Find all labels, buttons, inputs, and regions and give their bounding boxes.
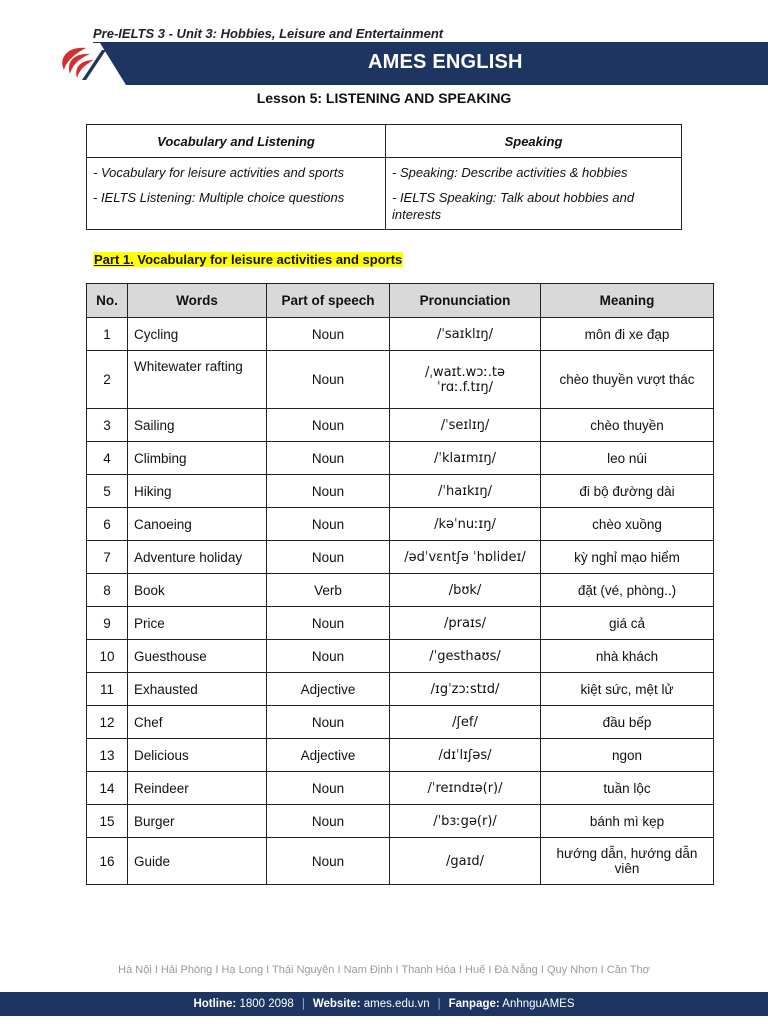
- cell-meaning: kỳ nghỉ mạo hiểm: [541, 541, 714, 574]
- cell-word: Delicious: [128, 739, 267, 772]
- cell-meaning: kiệt sức, mệt lử: [541, 673, 714, 706]
- header-words: Words: [128, 284, 267, 318]
- lesson-overview-table: [86, 124, 682, 230]
- cell-word: Reindeer: [128, 772, 267, 805]
- cell-part-of-speech: Adjective: [267, 673, 390, 706]
- overview-item: - IELTS Listening: Multiple choice questions: [93, 190, 345, 205]
- cell-part-of-speech: Noun: [267, 772, 390, 805]
- fanpage-label: Fanpage:: [448, 998, 500, 1010]
- cell-pronunciation: /ˈklaɪmɪŋ/: [390, 442, 541, 475]
- cell-pronunciation: /bʊk/: [390, 574, 541, 607]
- overview-col2: [386, 158, 682, 230]
- cell-part-of-speech: Noun: [267, 805, 390, 838]
- cell-word: Price: [128, 607, 267, 640]
- cell-no: 16: [87, 838, 128, 885]
- header-pronunciation: Pronunciation: [390, 284, 541, 318]
- cell-pronunciation: /kəˈnuːɪŋ/: [390, 508, 541, 541]
- fanpage-value: AnhnguAMES: [499, 998, 575, 1010]
- cell-pronunciation: /ˈbɜːgə(r)/: [390, 805, 541, 838]
- header-rule: [93, 42, 768, 43]
- overview-item: - Speaking: Describe activities & hobbies: [392, 165, 628, 180]
- hotline-label: Hotline:: [193, 998, 237, 1010]
- header-part-of-speech: Part of speech: [267, 284, 390, 318]
- cell-meaning: chèo xuồng: [541, 508, 714, 541]
- hotline-value: 1800 2098: [236, 998, 294, 1010]
- cell-meaning: ngon: [541, 739, 714, 772]
- vocab-row: [87, 640, 714, 673]
- vocabulary-table: [86, 283, 714, 885]
- cell-part-of-speech: Noun: [267, 475, 390, 508]
- cell-meaning: hướng dẫn, hướng dẫn viên: [541, 838, 714, 885]
- cell-meaning: đi bộ đường dài: [541, 475, 714, 508]
- cell-meaning: bánh mì kẹp: [541, 805, 714, 838]
- cell-no: 7: [87, 541, 128, 574]
- cell-meaning: đầu bếp: [541, 706, 714, 739]
- overview-item: - Vocabulary for leisure activities and sports: [93, 165, 344, 180]
- footer-cities: Hà Nội I Hải Phòng I Hạ Long I Thái Nguyên I Nam Định I Thanh Hóa I Huế I Đà Nẵng I Quy Nhơn I Cần Thơ: [118, 964, 650, 976]
- cell-part-of-speech: Noun: [267, 607, 390, 640]
- vocab-row: [87, 318, 714, 351]
- overview-header-vocab-listening: Vocabulary and Listening: [87, 125, 386, 158]
- cell-word: Adventure holiday: [128, 541, 267, 574]
- cell-no: 11: [87, 673, 128, 706]
- overview-col1: [87, 158, 386, 230]
- cell-part-of-speech: Noun: [267, 706, 390, 739]
- part1-title: Vocabulary for leisure activities and sports: [133, 252, 403, 267]
- course-title: Pre-IELTS 3 - Unit 3: Hobbies, Leisure and Entertainment: [93, 26, 444, 41]
- vocab-row: [87, 607, 714, 640]
- vocab-row: [87, 508, 714, 541]
- cell-pronunciation: /ˈgesthaʊs/: [390, 640, 541, 673]
- cell-meaning: tuần lộc: [541, 772, 714, 805]
- cell-no: 12: [87, 706, 128, 739]
- part1-heading: [93, 252, 403, 267]
- cell-pronunciation: /ɪgˈzɔːstɪd/: [390, 673, 541, 706]
- cell-part-of-speech: Noun: [267, 541, 390, 574]
- cell-pronunciation: /ˈseɪlɪŋ/: [390, 409, 541, 442]
- cell-no: 6: [87, 508, 128, 541]
- cell-meaning: môn đi xe đạp: [541, 318, 714, 351]
- cell-part-of-speech: Noun: [267, 508, 390, 541]
- vocab-header-row: [87, 284, 714, 318]
- cell-pronunciation: /ˈreɪndɪə(r)/: [390, 772, 541, 805]
- footer-separator: |: [437, 998, 441, 1010]
- cell-no: 13: [87, 739, 128, 772]
- vocab-row: [87, 574, 714, 607]
- cell-no: 15: [87, 805, 128, 838]
- cell-part-of-speech: Verb: [267, 574, 390, 607]
- cell-word: Sailing: [128, 409, 267, 442]
- cell-meaning: giá cả: [541, 607, 714, 640]
- cell-part-of-speech: Noun: [267, 442, 390, 475]
- cell-pronunciation: /praɪs/: [390, 607, 541, 640]
- cell-pronunciation: /gaɪd/: [390, 838, 541, 885]
- cell-meaning: đặt (vé, phòng..): [541, 574, 714, 607]
- ames-logo-icon: [56, 44, 106, 84]
- vocab-row: [87, 838, 714, 885]
- vocab-row: [87, 706, 714, 739]
- cell-part-of-speech: Noun: [267, 640, 390, 673]
- vocab-row: [87, 739, 714, 772]
- website-label: Website:: [312, 998, 361, 1010]
- cell-no: 9: [87, 607, 128, 640]
- vocab-row: [87, 442, 714, 475]
- cell-pronunciation: /ˈsaɪklɪŋ/: [390, 318, 541, 351]
- cell-no: 8: [87, 574, 128, 607]
- vocab-row: [87, 409, 714, 442]
- cell-word: Burger: [128, 805, 267, 838]
- cell-meaning: chèo thuyền vượt thác: [541, 351, 714, 409]
- cell-no: 3: [87, 409, 128, 442]
- part1-label: Part 1.: [94, 252, 134, 267]
- cell-word: Climbing: [128, 442, 267, 475]
- cell-no: 2: [87, 351, 128, 409]
- cell-word: Chef: [128, 706, 267, 739]
- cell-pronunciation: /ədˈvɛntʃə ˈhɒlideɪ/: [390, 541, 541, 574]
- cell-part-of-speech: Noun: [267, 318, 390, 351]
- cell-word: Canoeing: [128, 508, 267, 541]
- cell-meaning: chèo thuyền: [541, 409, 714, 442]
- footer-contact-bar: [0, 992, 768, 1016]
- overview-item: - IELTS Speaking: Talk about hobbies and interests: [392, 190, 635, 222]
- cell-no: 1: [87, 318, 128, 351]
- cell-pronunciation: /ˌwaɪt.wɔː.tə ˈrɑː.f.tɪŋ/: [390, 351, 541, 409]
- cell-part-of-speech: Noun: [267, 351, 390, 409]
- vocab-row: [87, 805, 714, 838]
- website-value: ames.edu.vn: [360, 998, 430, 1010]
- cell-no: 4: [87, 442, 128, 475]
- cell-part-of-speech: Noun: [267, 838, 390, 885]
- cell-word: Guide: [128, 838, 267, 885]
- vocab-row: [87, 475, 714, 508]
- cell-meaning: nhà khách: [541, 640, 714, 673]
- header-meaning: Meaning: [541, 284, 714, 318]
- cell-pronunciation: /ʃef/: [390, 706, 541, 739]
- cell-part-of-speech: Adjective: [267, 739, 390, 772]
- vocab-row: [87, 772, 714, 805]
- footer-separator: |: [301, 998, 305, 1010]
- cell-meaning: leo núi: [541, 442, 714, 475]
- cell-no: 10: [87, 640, 128, 673]
- cell-word: Book: [128, 574, 267, 607]
- vocab-row: [87, 673, 714, 706]
- cell-no: 14: [87, 772, 128, 805]
- cell-word: Guesthouse: [128, 640, 267, 673]
- cell-no: 5: [87, 475, 128, 508]
- overview-header-speaking: Speaking: [386, 125, 682, 158]
- vocab-row: [87, 541, 714, 574]
- cell-word: Hiking: [128, 475, 267, 508]
- cell-pronunciation: /ˈhaɪkɪŋ/: [390, 475, 541, 508]
- header-no: No.: [87, 284, 128, 318]
- vocab-row: [87, 351, 714, 409]
- cell-word: Exhausted: [128, 673, 267, 706]
- brand-name: AMES ENGLISH: [368, 51, 523, 73]
- cell-word: Whitewater rafting: [128, 351, 267, 409]
- lesson-title: Lesson 5: LISTENING AND SPEAKING: [256, 90, 512, 106]
- cell-pronunciation: /dɪˈlɪʃəs/: [390, 739, 541, 772]
- cell-part-of-speech: Noun: [267, 409, 390, 442]
- cell-word: Cycling: [128, 318, 267, 351]
